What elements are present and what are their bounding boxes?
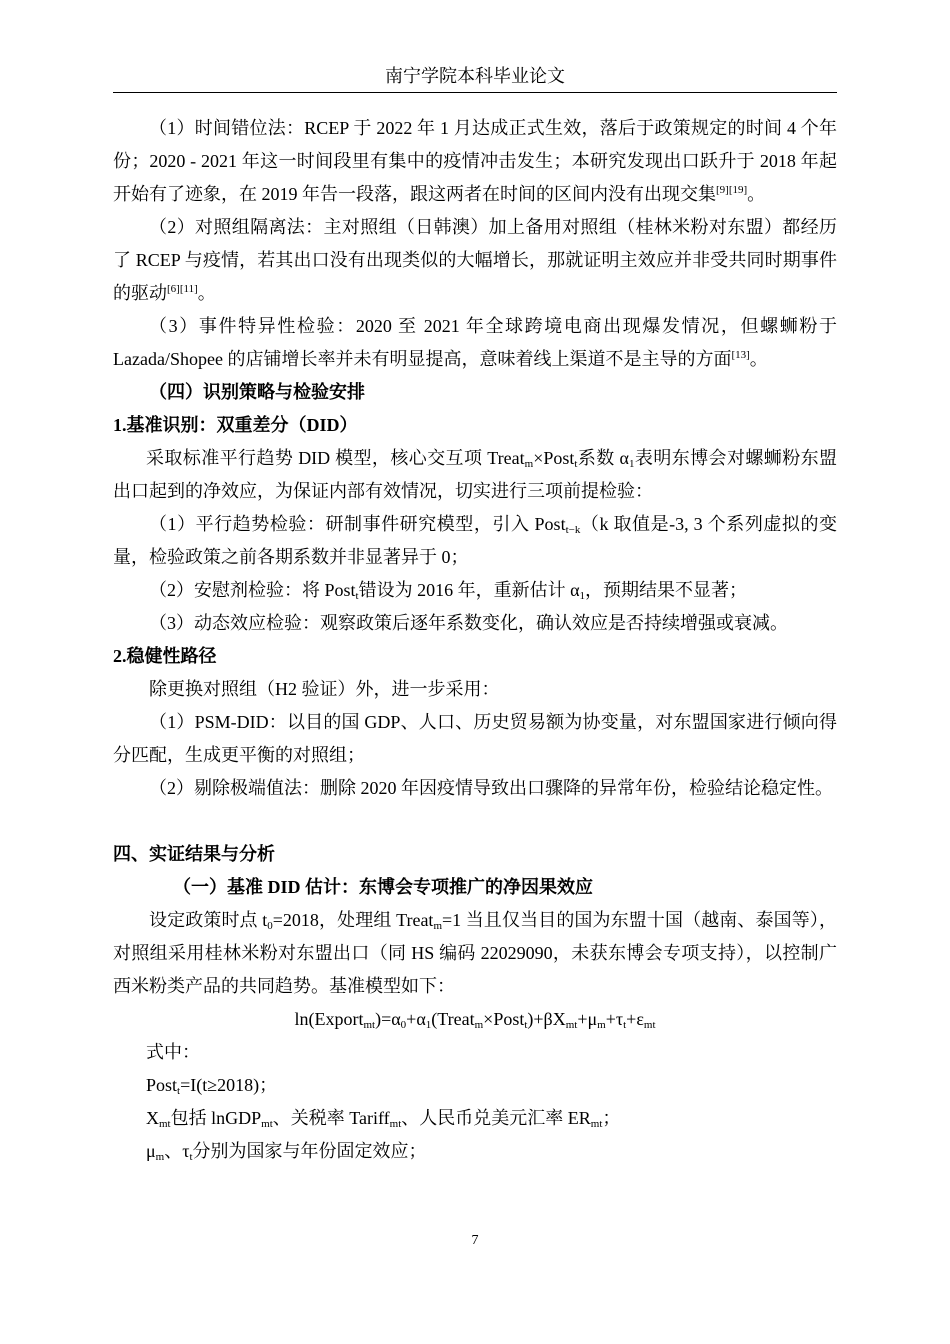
paragraph-control-isolation: （2）对照组隔离法：主对照组（日韩澳）加上备用对照组（桂林米粉对东盟）都经历了 RCEP 与疫情，若其出口没有出现类似的大幅增长，那就证明主效应并非受共同时期事件的驱动[6][11]。 — [113, 217, 837, 303]
page-body — [113, 112, 837, 1168]
paragraph-parallel-trend: （1）平行趋势检验：研制事件研究模型，引入 Post$_{t-k}$（k 取值是-3, 3 个系列虚拟的变量，检验政策之前各期系数并非显著异于 0； — [113, 514, 838, 567]
paragraph-event-specificity: （3）事件特异性检验：2020 至 2021 年全球跨境电商出现爆发情况，但螺蛳粉于 Lazada/Shopee 的店铺增长率并未有明显提高，意味着线上渠道不是主导的方面[13]。 — [113, 316, 837, 369]
running-header: 南宁学院本科毕业论文 — [385, 66, 565, 86]
paragraph-policy-setting: 设定政策时点 $t_0=2018$，处理组 Treat$_m$=1 当且仅当目的国为东盟十国（越南、泰国等），对照组采用桂林米粉对东盟出口（同 HS 编码 22029090，未获东博会专项支持），以控制广西米粉类产品的共同趋势。基准模型如下： — [113, 910, 837, 996]
section-heading: 四、实证结果与分析 — [113, 844, 275, 864]
paragraph-dynamic-effect: （3）动态效应检验：观察政策后逐年系数变化，确认效应是否持续增强或衰减。 — [149, 613, 788, 633]
subsection-heading-baseline: （一）基准 DID 估计：东博会专项推广的净因果效应 — [173, 877, 594, 897]
where-label: 式中： — [146, 1042, 200, 1062]
paragraph-time-misalignment: （1）时间错位法：RCEP 于 2022 年 1 月达成正式生效，落后于政策规定的时间 4 个年份；2020 - 2021 年这一时间段里有集中的疫情冲击发生；本研究发现出口跃升于 2018 年起开始有了迹象，在 2019 年告一段落，跟这两者在时间的区间内没有出现交集[9][19]。 — [113, 118, 837, 204]
header-rule — [113, 92, 837, 93]
definition-fixed-effects: $\mu_m$、$\tau_t$分别为国家与年份固定效应； — [146, 1141, 427, 1163]
definition-controls: $X_{mt}$包括 lnGDP$_{mt}$、关税率 Tariff$_{mt}$、人民币兑美元汇率 $ER_{mt}$； — [146, 1108, 621, 1130]
item-heading-robustness: 2.稳健性路径 — [113, 646, 217, 666]
blank-line — [113, 805, 837, 838]
citation[interactable]: [13] — [731, 349, 750, 361]
paragraph-outlier-removal: （2）剔除极端值法：删除 2020 年因疫情导致出口骤降的异常年份，检验结论稳定性。 — [149, 778, 833, 798]
baseline-equation: $\ln(Export_{mt})=\alpha_0+\alpha_1(Treat_m\times Post_t)+\beta X_{mt}+\mu_m+\tau_t+\varepsilon_{mt}$ — [294, 1009, 656, 1031]
paragraph-placebo: （2）安慰剂检验：将 Post$_t$错设为 2016 年，重新估计 $\alpha_1$，预期结果不显著； — [149, 580, 748, 602]
citation[interactable]: [6][11] — [167, 283, 198, 295]
item-heading-did: 1.基准识别：双重差分（DID） — [113, 415, 358, 435]
citation[interactable]: [9][19] — [716, 184, 748, 196]
subsection-heading: （四）识别策略与检验安排 — [149, 382, 365, 402]
paragraph-robustness-intro: 除更换对照组（H2 验证）外，进一步采用： — [149, 679, 500, 699]
paragraph-did-model: 采取标准平行趋势 DID 模型，核心交互项 Treat$_m$×Post$_t$系数 $\alpha_1$表明东博会对螺蛳粉东盟出口起到的净效应，为保证内部有效情况，切实进行三项前提检验： — [113, 448, 838, 501]
paragraph-psm-did: （1）PSM-DID：以目的国 GDP、人口、历史贸易额为协变量，对东盟国家进行倾向得分匹配，生成更平衡的对照组； — [113, 712, 837, 765]
page-number: 7 — [471, 1233, 479, 1248]
definition-post: Post$_t$=I(t≥2018)； — [146, 1075, 278, 1097]
